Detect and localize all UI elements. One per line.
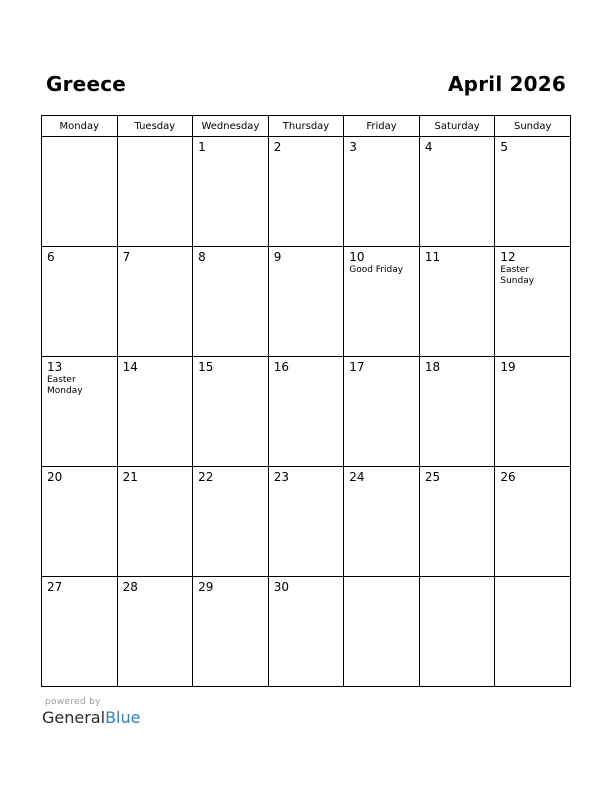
day-cell [268, 577, 344, 687]
day-cell [268, 467, 344, 577]
day-number: 20 [47, 470, 63, 484]
day-cell [495, 247, 571, 357]
week-row [42, 467, 571, 577]
day-number: 4 [424, 140, 433, 154]
weekday-header: Wednesday [193, 116, 269, 137]
day-cell [495, 137, 571, 247]
week-row [42, 577, 571, 687]
holiday-label: Easter Monday [47, 375, 83, 396]
day-cell [268, 247, 344, 357]
day-cell [193, 247, 269, 357]
holiday-label: Good Friday [349, 265, 404, 275]
day-number: 12 [500, 250, 516, 264]
footer-branding [42, 697, 140, 727]
day-cell [344, 577, 420, 687]
day-number: 22 [198, 470, 214, 484]
day-number: 21 [122, 470, 138, 484]
day-number: 11 [424, 250, 441, 264]
weekday-header-row [42, 116, 571, 137]
day-cell [117, 577, 193, 687]
day-cell [42, 137, 118, 247]
day-cell [495, 357, 571, 467]
day-cell [193, 577, 269, 687]
day-number: 7 [122, 250, 131, 264]
day-cell [42, 247, 118, 357]
day-number: 27 [47, 580, 63, 594]
day-number: 26 [500, 470, 516, 484]
weekday-header: Sunday [495, 116, 571, 137]
day-cell [117, 137, 193, 247]
week-row [42, 357, 571, 467]
country-title: Greece [46, 72, 127, 96]
day-cell [42, 467, 118, 577]
day-cell [344, 247, 420, 357]
generalblue-logo [42, 708, 140, 727]
day-cell [344, 357, 420, 467]
day-cell [42, 357, 118, 467]
day-number: 25 [424, 470, 441, 484]
day-number: 17 [349, 360, 365, 374]
day-number: 14 [122, 360, 138, 374]
day-number: 23 [273, 470, 289, 484]
day-cell [117, 247, 193, 357]
weekday-header: Friday [344, 116, 420, 137]
day-number: 16 [273, 360, 289, 374]
week-row [42, 247, 571, 357]
powered-by-text: powered by [45, 697, 101, 707]
day-number: 2 [273, 140, 282, 154]
day-number: 9 [273, 250, 282, 264]
week-row [42, 137, 571, 247]
day-cell [419, 577, 495, 687]
day-number: 24 [349, 470, 365, 484]
day-number: 28 [122, 580, 138, 594]
day-number: 3 [349, 140, 357, 154]
day-cell [193, 357, 269, 467]
day-number: 30 [273, 580, 289, 594]
weekday-header: Thursday [268, 116, 344, 137]
day-cell [495, 467, 571, 577]
day-cell [117, 467, 193, 577]
day-cell [495, 577, 571, 687]
day-cell [117, 357, 193, 467]
day-number: 6 [47, 250, 55, 264]
day-cell [419, 467, 495, 577]
weekday-header: Saturday [419, 116, 495, 137]
day-number: 5 [500, 140, 509, 154]
day-cell [193, 137, 269, 247]
day-cell [268, 357, 344, 467]
day-cell [344, 467, 420, 577]
day-cell [268, 137, 344, 247]
day-cell [419, 357, 495, 467]
calendar-grid [41, 115, 571, 687]
day-cell [193, 467, 269, 577]
day-number: 18 [424, 360, 441, 374]
day-cell [42, 577, 118, 687]
day-number: 29 [198, 580, 214, 594]
day-number: 10 [349, 250, 365, 264]
day-number: 13 [47, 360, 63, 374]
day-number: 8 [198, 250, 206, 264]
holiday-label: Easter Sunday [500, 265, 535, 286]
brand-blue-text: Blue [105, 708, 141, 727]
day-number: 19 [500, 360, 516, 374]
month-year-title: April 2026 [448, 72, 566, 96]
day-cell [344, 137, 420, 247]
day-number: 1 [198, 140, 206, 154]
day-cell [419, 137, 495, 247]
weekday-header: Monday [42, 116, 118, 137]
day-number: 15 [198, 360, 214, 374]
day-cell [419, 247, 495, 357]
brand-general-text: General [42, 708, 106, 727]
weekday-header: Tuesday [117, 116, 193, 137]
